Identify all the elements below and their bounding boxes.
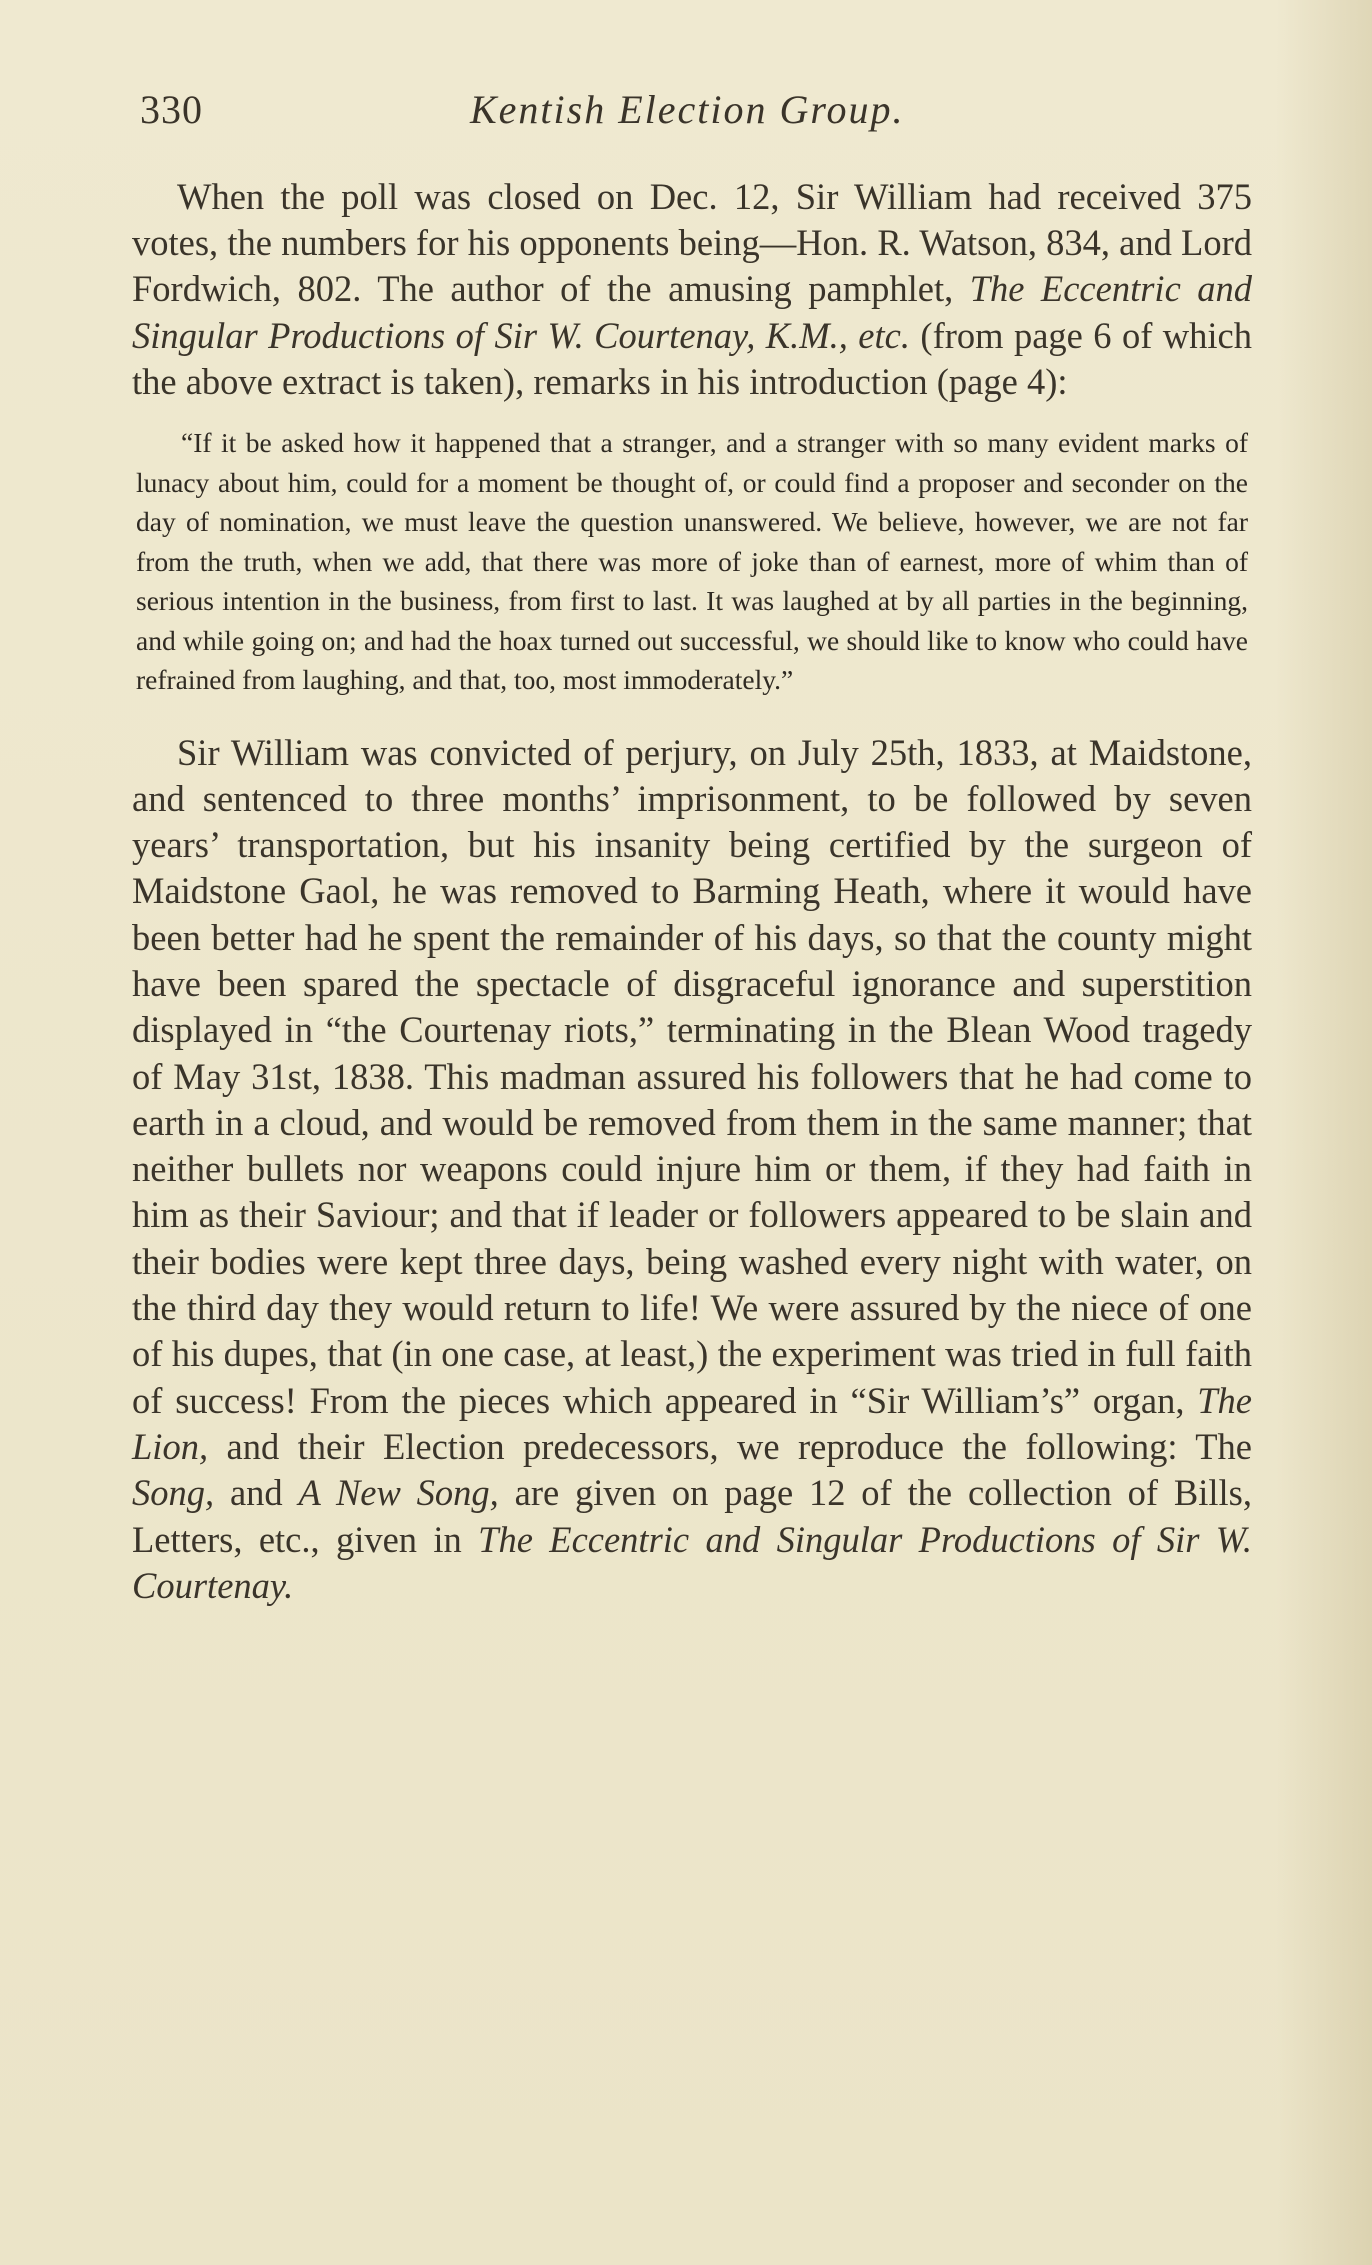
paragraph2-text-c: and	[214, 1472, 299, 1514]
running-title: Kentish Election Group.	[470, 87, 905, 132]
block-quote	[136, 423, 1248, 700]
paragraph-poll-results	[132, 174, 1252, 405]
page-header	[140, 86, 1260, 146]
page-number: 330	[140, 87, 203, 132]
productions-title: The Eccentric and Singular Productions of Sir W. Courtenay.	[132, 1518, 1252, 1606]
page-body	[132, 174, 1252, 1609]
quote-text: “If it be asked how it happened that a stranger, and a stranger with so many evident marks of lunacy about him, could for a moment be thought of, or could find a proposer and seconder on the day of nomination, we must leave the question unanswered. We believe, however, we are not far from the truth, when we add, that there was more of joke than of earnest, more of whim than of serious intention in the business, from first to last. It was laughed at by all parties in the beginning, and while going on; and had the hoax turned out successful, we should like to know who could have refrained from laughing, and that, too, most immoderately.”	[136, 427, 1248, 696]
new-song-title: A New Song,	[298, 1472, 499, 1514]
lion-title: The Lion,	[132, 1379, 1252, 1467]
paragraph-conviction	[132, 730, 1252, 1610]
paragraph2-text-a: Sir William was convicted of perjury, on July 25th, 1833, at Maidstone, and sentenced to three months’ imprisonment, to be followed by seven years’ transportation, but his insanity being certified by the surgeon of Maidstone Gaol, he was removed to Barming Heath, where it would have been better had he spent the remainder of his days, so that the county might have been spared the spectacle of disgraceful ignorance and superstition displayed in “the Courtenay riots,” terminating in the Blean Wood tragedy of May 31st, 1838. This madman assured his followers that he had come to earth in a cloud, and would be removed from them in the same manner; that neither bullets nor weapons could injure him or them, if they had faith in him as their Saviour; and that if leader or followers appeared to be slain and their bodies were kept three days, being washed every night with water, on the third day they would return to life! We were assured by the niece of one of his dupes, that (in one case, at least,) the experiment was tried in full faith of success! From the pieces which appeared in “Sir William’s” organ,	[132, 731, 1252, 1421]
paragraph2-text-b: and their Election predecessors, we reproduce the following: The	[208, 1425, 1252, 1467]
song-title: Song,	[132, 1472, 215, 1514]
paragraph2-text-d: are given on page 12 of the collection of Bills, Letters, etc., given in	[132, 1472, 1253, 1560]
paragraph-conviction-container	[132, 730, 1252, 1610]
paragraph1-text-a: When the poll was closed on Dec. 12, Sir William had received 375 votes, the numbers for his opponents being—Hon. R. Watson, 834, and Lord Fordwich, 802. The author of the amusing pamphlet,	[132, 176, 1252, 310]
paragraph1-text-b: (from page 6 of which the above extract is taken), remarks in his introduction (page 4):	[132, 314, 1252, 402]
pamphlet-title: The Eccentric and Singular Productions of Sir W. Courtenay, K.M., etc.	[132, 268, 1252, 356]
